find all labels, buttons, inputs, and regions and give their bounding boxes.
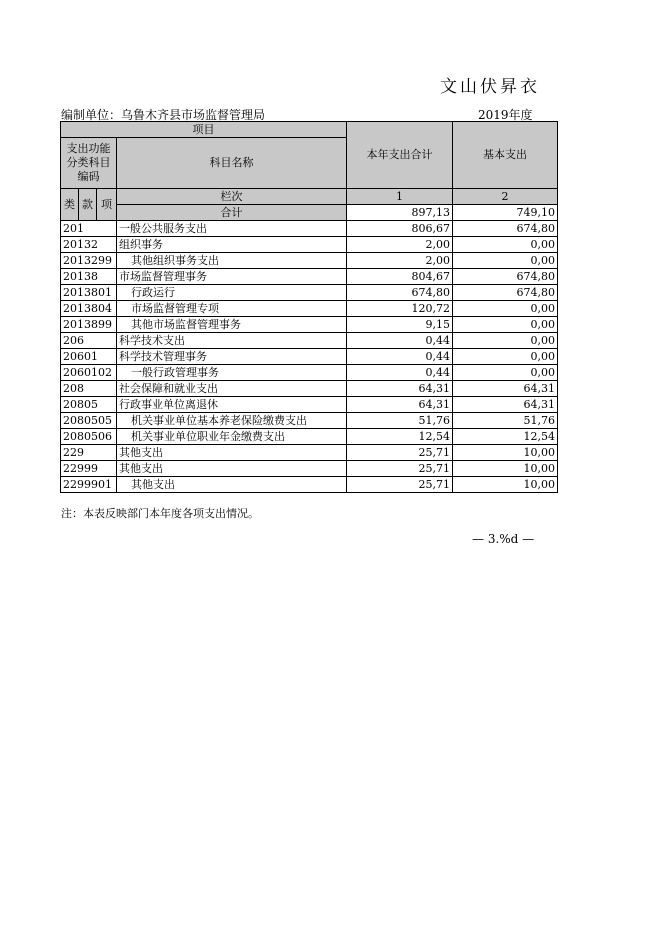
row-total: 25,71	[347, 477, 453, 493]
header-heji: 合计	[117, 205, 347, 221]
row-basic: 0,00	[453, 301, 558, 317]
row-total: 120,72	[347, 301, 453, 317]
row-total: 0,44	[347, 365, 453, 381]
table-row	[61, 237, 558, 253]
row-basic: 674,80	[453, 221, 558, 237]
table-row	[61, 397, 558, 413]
page-number: — 3.%d —	[472, 532, 535, 546]
header-item: 项目	[61, 122, 347, 138]
row-code: 229	[61, 445, 117, 461]
table-row	[61, 333, 558, 349]
header-kuan: 款	[79, 189, 97, 221]
row-total: 51,76	[347, 413, 453, 429]
row-basic: 674,80	[453, 269, 558, 285]
row-total: 25,71	[347, 461, 453, 477]
table-row	[61, 349, 558, 365]
row-total: 12,54	[347, 429, 453, 445]
row-code: 22999	[61, 461, 117, 477]
table-row	[61, 317, 558, 333]
table-row	[61, 253, 558, 269]
row-basic: 0,00	[453, 349, 558, 365]
row-code: 20601	[61, 349, 117, 365]
row-basic: 0,00	[453, 333, 558, 349]
row-subject-name: 科学技术管理事务	[117, 349, 347, 365]
row-basic: 10,00	[453, 461, 558, 477]
header-basic: 基本支出	[453, 122, 558, 189]
row-subject-name: 社会保障和就业支出	[117, 381, 347, 397]
header-lanci-1: 1	[347, 189, 453, 205]
table-row	[61, 365, 558, 381]
row-subject-name: 市场监督管理专项	[117, 301, 347, 317]
row-subject-name: 行政运行	[117, 285, 347, 301]
row-code: 20138	[61, 269, 117, 285]
row-subject-name: 一般公共服务支出	[117, 221, 347, 237]
header-xiang: 项	[97, 189, 117, 221]
row-code: 2060102	[61, 365, 117, 381]
row-basic: 0,00	[453, 317, 558, 333]
row-total: 64,31	[347, 397, 453, 413]
row-subject-name: 科学技术支出	[117, 333, 347, 349]
table-row	[61, 221, 558, 237]
row-total: 806,67	[347, 221, 453, 237]
table-row	[61, 285, 558, 301]
row-basic: 12,54	[453, 429, 558, 445]
row-code: 20132	[61, 237, 117, 253]
row-basic: 10,00	[453, 477, 558, 493]
expenditure-table	[60, 121, 558, 493]
header-lanci-2: 2	[453, 189, 558, 205]
row-code: 2080506	[61, 429, 117, 445]
row-basic: 0,00	[453, 237, 558, 253]
table-row	[61, 477, 558, 493]
row-basic: 674,80	[453, 285, 558, 301]
row-code: 201	[61, 221, 117, 237]
table-row	[61, 381, 558, 397]
row-code: 206	[61, 333, 117, 349]
row-subject-name: 机关事业单位基本养老保险缴费支出	[117, 413, 347, 429]
unit-label: 编制单位：乌鲁木齐县市场监督管理局	[61, 108, 266, 122]
row-basic: 0,00	[453, 253, 558, 269]
table-row	[61, 461, 558, 477]
row-total: 0,44	[347, 333, 453, 349]
row-total: 64,31	[347, 381, 453, 397]
header-code-group: 支出功能分类科目编码	[61, 138, 117, 189]
row-subject-name: 其他市场监督管理事务	[117, 317, 347, 333]
row-subject-name: 市场监督管理事务	[117, 269, 347, 285]
year-label: 2019年度	[478, 108, 533, 122]
table-row	[61, 301, 558, 317]
row-basic: 51,76	[453, 413, 558, 429]
row-code: 2080505	[61, 413, 117, 429]
table-row	[61, 445, 558, 461]
row-code: 20805	[61, 397, 117, 413]
table-note: 注：本表反映部门本年度各项支出情况。	[61, 507, 259, 520]
header-lei: 类	[61, 189, 79, 221]
header-lanci: 栏次	[117, 189, 347, 205]
row-total: 25,71	[347, 445, 453, 461]
header-subject-name: 科目名称	[117, 138, 347, 189]
row-code: 2013299	[61, 253, 117, 269]
row-total: 804,67	[347, 269, 453, 285]
row-basic: 10,00	[453, 445, 558, 461]
row-basic: 0,00	[453, 365, 558, 381]
row-code: 2299901	[61, 477, 117, 493]
row-total: 0,44	[347, 349, 453, 365]
table-row	[61, 429, 558, 445]
header-total: 本年支出合计	[347, 122, 453, 189]
row-code: 2013899	[61, 317, 117, 333]
table-row	[61, 269, 558, 285]
row-subject-name: 其他组织事务支出	[117, 253, 347, 269]
row-code: 208	[61, 381, 117, 397]
row-total: 674,80	[347, 285, 453, 301]
row-subject-name: 其他支出	[117, 477, 347, 493]
row-total: 9,15	[347, 317, 453, 333]
row-subject-name: 行政事业单位离退休	[117, 397, 347, 413]
row-total: 2,00	[347, 253, 453, 269]
row-basic: 64,31	[453, 381, 558, 397]
row-subject-name: 一般行政管理事务	[117, 365, 347, 381]
row-code: 2013804	[61, 301, 117, 317]
row-total: 2,00	[347, 237, 453, 253]
document-title: 文山伏昇衣	[440, 77, 540, 97]
row-subject-name: 其他支出	[117, 445, 347, 461]
row-subject-name: 组织事务	[117, 237, 347, 253]
heji-total: 897,13	[347, 205, 453, 221]
row-basic: 64,31	[453, 397, 558, 413]
row-code: 2013801	[61, 285, 117, 301]
row-subject-name: 其他支出	[117, 461, 347, 477]
unit-row	[61, 106, 558, 121]
heji-basic: 749,10	[453, 205, 558, 221]
row-subject-name: 机关事业单位职业年金缴费支出	[117, 429, 347, 445]
table-row	[61, 413, 558, 429]
